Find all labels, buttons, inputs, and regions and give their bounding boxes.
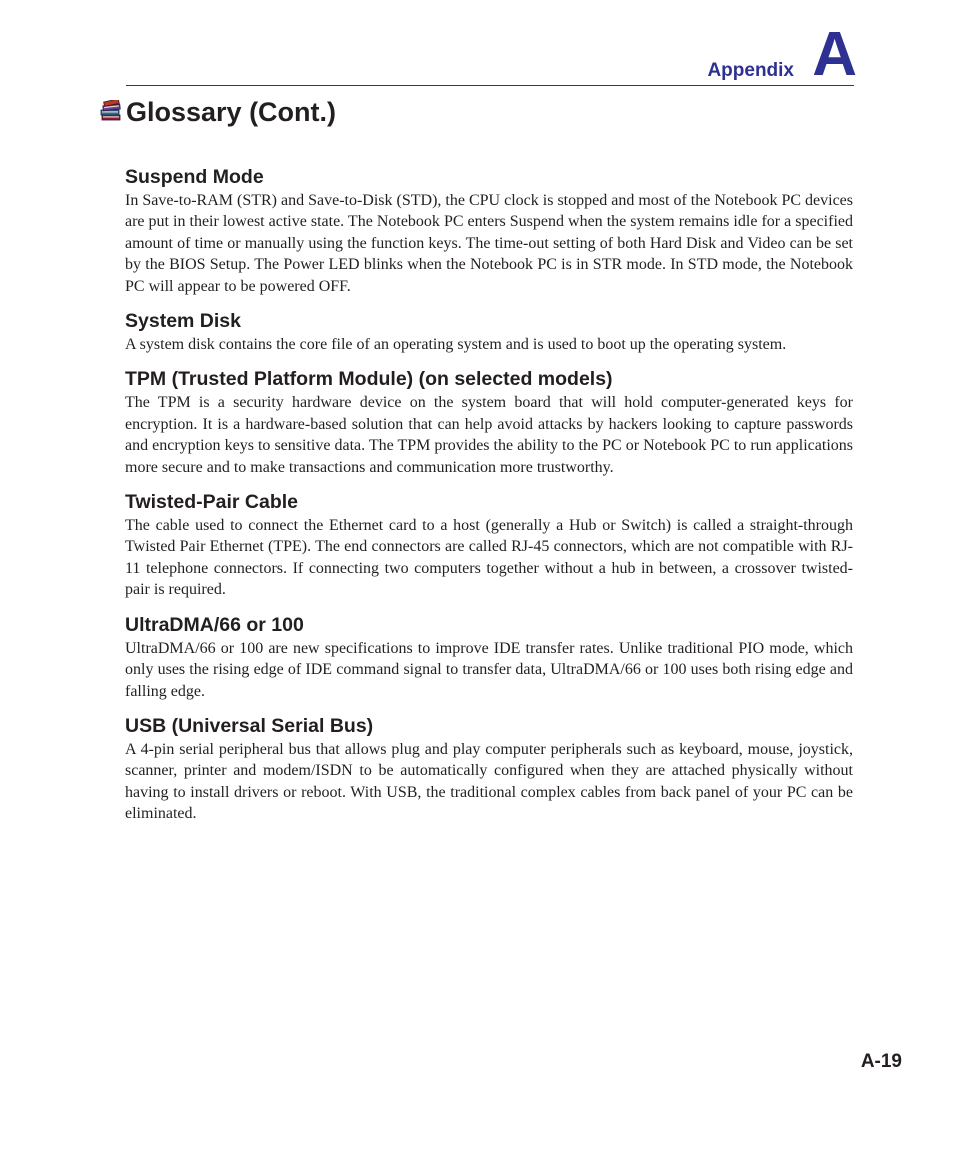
entry-heading: TPM (Trusted Platform Module) (on selected models)	[125, 368, 613, 391]
entry-body: A system disk contains the core file of an operating system and is used to boot up the operating system.	[125, 336, 787, 354]
entry-body: A 4-pin serial peripheral bus that allows plug and play computer peripherals such as keyboard, mouse, joystick, scanner, printer and modem/ISDN to be automatically configured when they are attached physically without having to install drivers or reboot. With USB, the traditional complex cables from back panel of your PC can be eliminated.	[125, 740, 853, 823]
entry-heading: System Disk	[125, 310, 241, 333]
entry-body: In Save-to-RAM (STR) and Save-to-Disk (STD), the CPU clock is stopped and most of the Notebook PC devices are put in their lowest active state. The Notebook PC enters Suspend when the system remains idle for a specified amount of time or manually using the function keys. The time-out setting of both Hard Disk and Video can be set by the BIOS Setup. The Power LED blinks when the Notebook PC is in STR mode. In STD mode, the Notebook PC will appear to be powered OFF.	[125, 192, 853, 295]
header-label: Appendix	[707, 60, 794, 81]
glossary-entry-twisted-pair-cable	[125, 489, 853, 601]
appendix-letter: A	[812, 20, 856, 89]
entry-heading: Suspend Mode	[125, 166, 264, 188]
entry-body: The cable used to connect the Ethernet card to a host (generally a Hub or Switch) is called a straight-through Twisted Pair Ethernet (TPE). The end connectors are called RJ-45 connectors, which are not compatible with RJ-11 telephone connectors. If connecting two computers together without a hub in between, a crossover twisted-pair is required.	[125, 517, 853, 599]
glossary-entry-ultradma	[125, 612, 853, 702]
entry-body: The TPM is a security hardware device on the system board that will hold computer-generated keys for encryption. It is a hardware-based solution that can help avoid attacks by hackers looking to capture passwords and encryption keys to sensitive data. The TPM provides the ability to the PC or Notebook PC to run applications more secure and to make transactions and communication more trustworthy.	[125, 394, 853, 476]
entry-heading: USB (Universal Serial Bus)	[125, 714, 374, 737]
page-header	[126, 20, 856, 89]
entry-body: UltraDMA/66 or 100 are new specifications to improve IDE transfer rates. Unlike traditional PIO mode, which only uses the rising edge of IDE command signal to transfer data, UltraDMA/66 or 100 uses both rising edge and falling edge.	[125, 639, 853, 700]
glossary-entry-tpm	[125, 366, 853, 478]
page-title: Glossary (Cont.)	[126, 97, 337, 127]
glossary-content	[125, 164, 853, 836]
glossary-entry-suspend-mode	[125, 164, 853, 297]
books-icon	[100, 100, 122, 122]
glossary-entry-system-disk	[125, 308, 853, 355]
glossary-entry-usb	[125, 713, 853, 825]
entry-heading: Twisted-Pair Cable	[125, 491, 299, 514]
entry-heading: UltraDMA/66 or 100	[125, 613, 304, 636]
page-number: A-19	[860, 1051, 902, 1072]
